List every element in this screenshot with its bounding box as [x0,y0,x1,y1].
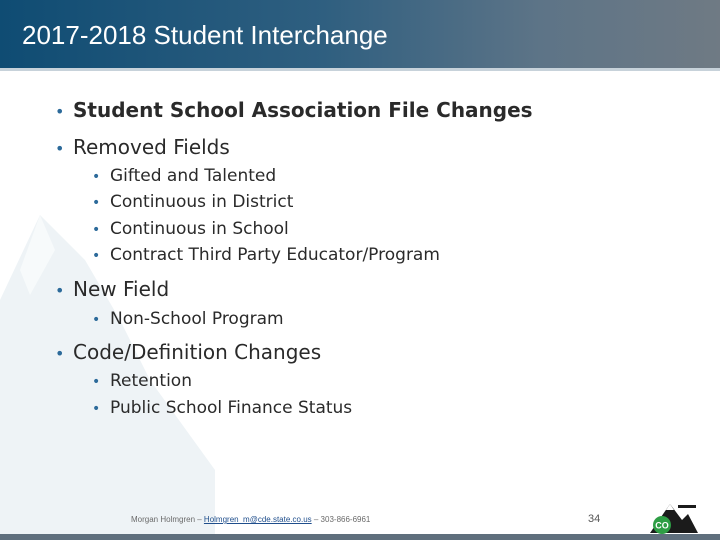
bullet-item [55,134,230,162]
bullet-icon: • [92,248,101,264]
bullet-icon: • [92,169,101,185]
bullet-text: Removed Fields [73,135,230,159]
sub-bullet-item [92,218,289,241]
sub-bullet-item [92,308,284,331]
sub-bullet-text: Continuous in District [110,192,294,212]
sub-bullet-item [92,244,440,267]
footer-phone: – 303-866-6961 [311,515,371,524]
logo-text: CO [655,520,669,531]
bullet-icon: • [92,222,101,238]
sub-bullet-item [92,370,192,393]
sub-bullet-text: Gifted and Talented [110,166,277,186]
bullet-icon: • [55,344,65,363]
footer-name: Morgan Holmgren – [131,515,204,524]
sub-bullet-text: Continuous in School [110,219,289,239]
slide-title: 2017-2018 Student Interchange [22,20,388,50]
sub-bullet-item [92,191,293,214]
footer-contact [131,515,370,524]
bullet-text: Student School Association File Changes [73,98,533,122]
bullet-icon: • [55,139,65,158]
sub-bullet-item [92,397,352,420]
bullet-icon: • [92,401,101,417]
bullet-item [55,276,169,304]
page-number: 34 [588,513,601,525]
bullet-item [55,97,533,125]
sub-bullet-text: Non-School Program [110,309,284,329]
bullet-icon: • [92,195,101,211]
bullet-icon: • [55,281,65,300]
bullet-text: New Field [73,277,170,301]
cde-logo-icon [648,500,700,534]
bullet-icon: • [92,312,101,328]
bullet-icon: • [55,102,65,121]
sub-bullet-item [92,165,276,188]
bullet-item [55,339,321,367]
footer-band [0,534,720,540]
footer-email-link[interactable]: Holmgren_m@cde.state.co.us [203,515,312,524]
sub-bullet-text: Retention [110,371,192,391]
bullet-icon: • [92,374,101,390]
sub-bullet-text: Public School Finance Status [110,398,353,418]
sub-bullet-text: Contract Third Party Educator/Program [110,245,440,265]
bullet-text: Code/Definition Changes [73,340,322,364]
